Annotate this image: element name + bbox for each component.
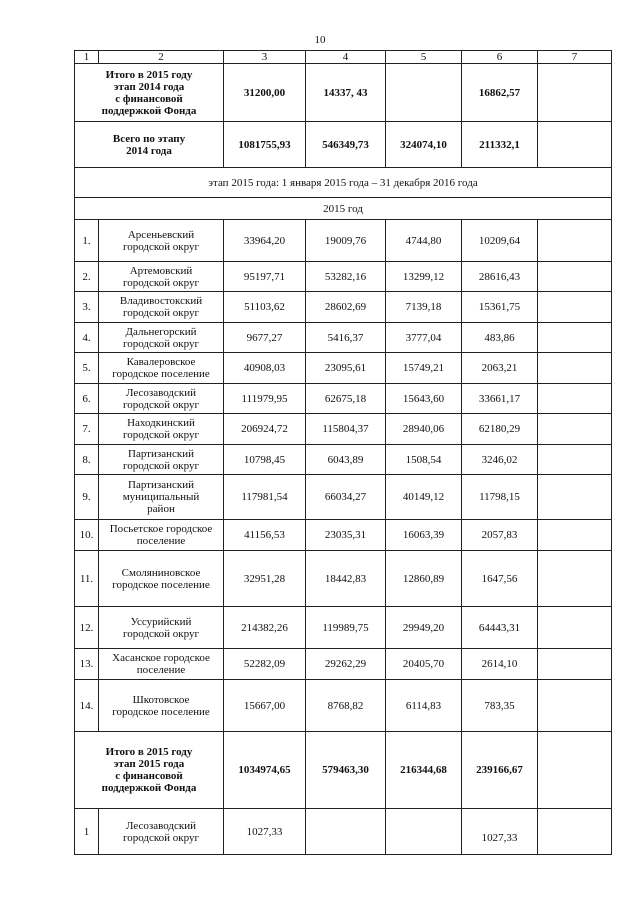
cell-fund: 14337, 43 [306, 64, 386, 122]
cell-total: 1081755,93 [224, 122, 306, 168]
table-row [75, 220, 612, 262]
table-row [75, 262, 612, 292]
cell-local: 211332,1 [462, 122, 538, 168]
cell-col7 [538, 809, 612, 855]
cell-col7 [538, 732, 612, 809]
cell-total: 95197,71 [224, 262, 306, 292]
row-number: 3. [75, 292, 99, 323]
row-number: 1 [75, 809, 99, 855]
cell-fund: 5416,37 [306, 323, 386, 353]
stage-heading: этап 2015 года: 1 января 2015 года – 31 декабря 2016 года [75, 168, 612, 198]
cell-fund: 66034,27 [306, 475, 386, 520]
cell-fund: 28602,69 [306, 292, 386, 323]
column-header: 2 [99, 51, 224, 64]
column-header: 7 [538, 51, 612, 64]
cell-regional: 40149,12 [386, 475, 462, 520]
table-row [75, 649, 612, 680]
cell-total: 1027,33 [224, 809, 306, 855]
cell-total: 31200,00 [224, 64, 306, 122]
cell-total: 214382,26 [224, 607, 306, 649]
municipality-name: Артемовский городской округ [99, 262, 224, 292]
cell-local: 64443,31 [462, 607, 538, 649]
table-row [75, 809, 612, 855]
cell-fund: 115804,37 [306, 414, 386, 445]
cell-col7 [538, 680, 612, 732]
cell-col7 [538, 122, 612, 168]
cell-col7 [538, 649, 612, 680]
cell-regional: 15749,21 [386, 353, 462, 384]
cell-col7 [538, 323, 612, 353]
municipality-name: Хасанское городское поселение [99, 649, 224, 680]
row-number: 10. [75, 520, 99, 551]
cell-fund: 53282,16 [306, 262, 386, 292]
cell-local: 3246,02 [462, 445, 538, 475]
row-number: 6. [75, 384, 99, 414]
row-number: 11. [75, 551, 99, 607]
cell-total: 51103,62 [224, 292, 306, 323]
cell-col7 [538, 520, 612, 551]
cell-regional: 324074,10 [386, 122, 462, 168]
row-number: 14. [75, 680, 99, 732]
municipality-name: Находкинский городской округ [99, 414, 224, 445]
cell-total: 1034974,65 [224, 732, 306, 809]
cell-local: 62180,29 [462, 414, 538, 445]
cell-col7 [538, 292, 612, 323]
cell-fund: 62675,18 [306, 384, 386, 414]
cell-total: 117981,54 [224, 475, 306, 520]
cell-regional: 3777,04 [386, 323, 462, 353]
cell-total: 206924,72 [224, 414, 306, 445]
cell-regional [386, 64, 462, 122]
cell-col7 [538, 607, 612, 649]
cell-col7 [538, 551, 612, 607]
cell-regional: 28940,06 [386, 414, 462, 445]
cell-col7 [538, 64, 612, 122]
cell-local: 33661,17 [462, 384, 538, 414]
table-row [75, 384, 612, 414]
cell-total: 15667,00 [224, 680, 306, 732]
municipality-name: Дальнегорский городской округ [99, 323, 224, 353]
table-row [75, 520, 612, 551]
column-header-row [75, 51, 612, 64]
cell-local: 16862,57 [462, 64, 538, 122]
cell-fund: 23095,61 [306, 353, 386, 384]
table-row [75, 323, 612, 353]
table-row [75, 475, 612, 520]
cell-fund [306, 809, 386, 855]
row-number: 8. [75, 445, 99, 475]
municipality-name: Кавалеровское городское поселение [99, 353, 224, 384]
total-label: Итого в 2015 году этап 2015 года с финансовой поддержкой Фонда [75, 732, 224, 809]
municipality-name: Партизанский муниципальный район [99, 475, 224, 520]
table-row [75, 414, 612, 445]
total-row-2014-stage [75, 64, 612, 122]
column-header: 6 [462, 51, 538, 64]
cell-total: 33964,20 [224, 220, 306, 262]
row-number: 7. [75, 414, 99, 445]
cell-col7 [538, 220, 612, 262]
cell-regional: 20405,70 [386, 649, 462, 680]
table-row [75, 292, 612, 323]
municipality-name: Уссурийский городской округ [99, 607, 224, 649]
municipality-name: Смоляниновское городское поселение [99, 551, 224, 607]
row-number: 9. [75, 475, 99, 520]
cell-regional: 1508,54 [386, 445, 462, 475]
year-heading: 2015 год [75, 198, 612, 220]
cell-regional: 29949,20 [386, 607, 462, 649]
grand-total-row-2014 [75, 122, 612, 168]
cell-local: 239166,67 [462, 732, 538, 809]
cell-total: 10798,45 [224, 445, 306, 475]
cell-fund: 8768,82 [306, 680, 386, 732]
cell-fund: 23035,31 [306, 520, 386, 551]
cell-col7 [538, 353, 612, 384]
cell-local: 2614,10 [462, 649, 538, 680]
cell-total: 32951,28 [224, 551, 306, 607]
cell-local: 783,35 [462, 680, 538, 732]
cell-col7 [538, 384, 612, 414]
cell-col7 [538, 414, 612, 445]
cell-col7 [538, 475, 612, 520]
municipality-name: Арсеньевский городской округ [99, 220, 224, 262]
table-row [75, 680, 612, 732]
column-header: 5 [386, 51, 462, 64]
cell-local: 15361,75 [462, 292, 538, 323]
cell-local: 483,86 [462, 323, 538, 353]
cell-local: 2063,21 [462, 353, 538, 384]
cell-total: 9677,27 [224, 323, 306, 353]
cell-regional: 216344,68 [386, 732, 462, 809]
cell-fund: 18442,83 [306, 551, 386, 607]
cell-local: 1027,33 [462, 809, 538, 855]
row-number: 5. [75, 353, 99, 384]
cell-fund: 19009,76 [306, 220, 386, 262]
cell-fund: 29262,29 [306, 649, 386, 680]
row-number: 4. [75, 323, 99, 353]
cell-fund: 6043,89 [306, 445, 386, 475]
row-number: 12. [75, 607, 99, 649]
municipality-name: Шкотовское городское поселение [99, 680, 224, 732]
row-number: 2. [75, 262, 99, 292]
table-row [75, 353, 612, 384]
cell-local: 10209,64 [462, 220, 538, 262]
year-row-2015 [75, 198, 612, 220]
cell-total: 41156,53 [224, 520, 306, 551]
cell-total: 52282,09 [224, 649, 306, 680]
cell-fund: 119989,75 [306, 607, 386, 649]
municipality-name: Посьетское городское поселение [99, 520, 224, 551]
cell-col7 [538, 445, 612, 475]
grand-total-label: Всего по этапу 2014 года [75, 122, 224, 168]
cell-col7 [538, 262, 612, 292]
column-header: 4 [306, 51, 386, 64]
cell-regional: 13299,12 [386, 262, 462, 292]
cell-local: 11798,15 [462, 475, 538, 520]
cell-regional: 16063,39 [386, 520, 462, 551]
municipality-name: Владивостокский городской округ [99, 292, 224, 323]
municipality-name: Партизанский городской округ [99, 445, 224, 475]
table-row [75, 551, 612, 607]
page-number: 10 [314, 34, 326, 46]
table-row [75, 445, 612, 475]
cell-regional: 4744,80 [386, 220, 462, 262]
cell-regional [386, 809, 462, 855]
municipality-name: Лесозаводский городской округ [99, 809, 224, 855]
cell-regional: 6114,83 [386, 680, 462, 732]
row-number: 13. [75, 649, 99, 680]
cell-total: 40908,03 [224, 353, 306, 384]
stage-row-2015 [75, 168, 612, 198]
total-row-2015-stage [75, 732, 612, 809]
row-number: 1. [75, 220, 99, 262]
cell-regional: 15643,60 [386, 384, 462, 414]
cell-fund: 546349,73 [306, 122, 386, 168]
cell-regional: 7139,18 [386, 292, 462, 323]
cell-local: 28616,43 [462, 262, 538, 292]
cell-local: 1647,56 [462, 551, 538, 607]
table-row [75, 607, 612, 649]
municipality-name: Лесозаводский городской округ [99, 384, 224, 414]
cell-regional: 12860,89 [386, 551, 462, 607]
column-header: 1 [75, 51, 99, 64]
cell-fund: 579463,30 [306, 732, 386, 809]
cell-total: 111979,95 [224, 384, 306, 414]
cell-local: 2057,83 [462, 520, 538, 551]
housing-program-table [74, 50, 612, 855]
total-label: Итого в 2015 году этап 2014 года с финансовой поддержкой Фонда [75, 64, 224, 122]
column-header: 3 [224, 51, 306, 64]
